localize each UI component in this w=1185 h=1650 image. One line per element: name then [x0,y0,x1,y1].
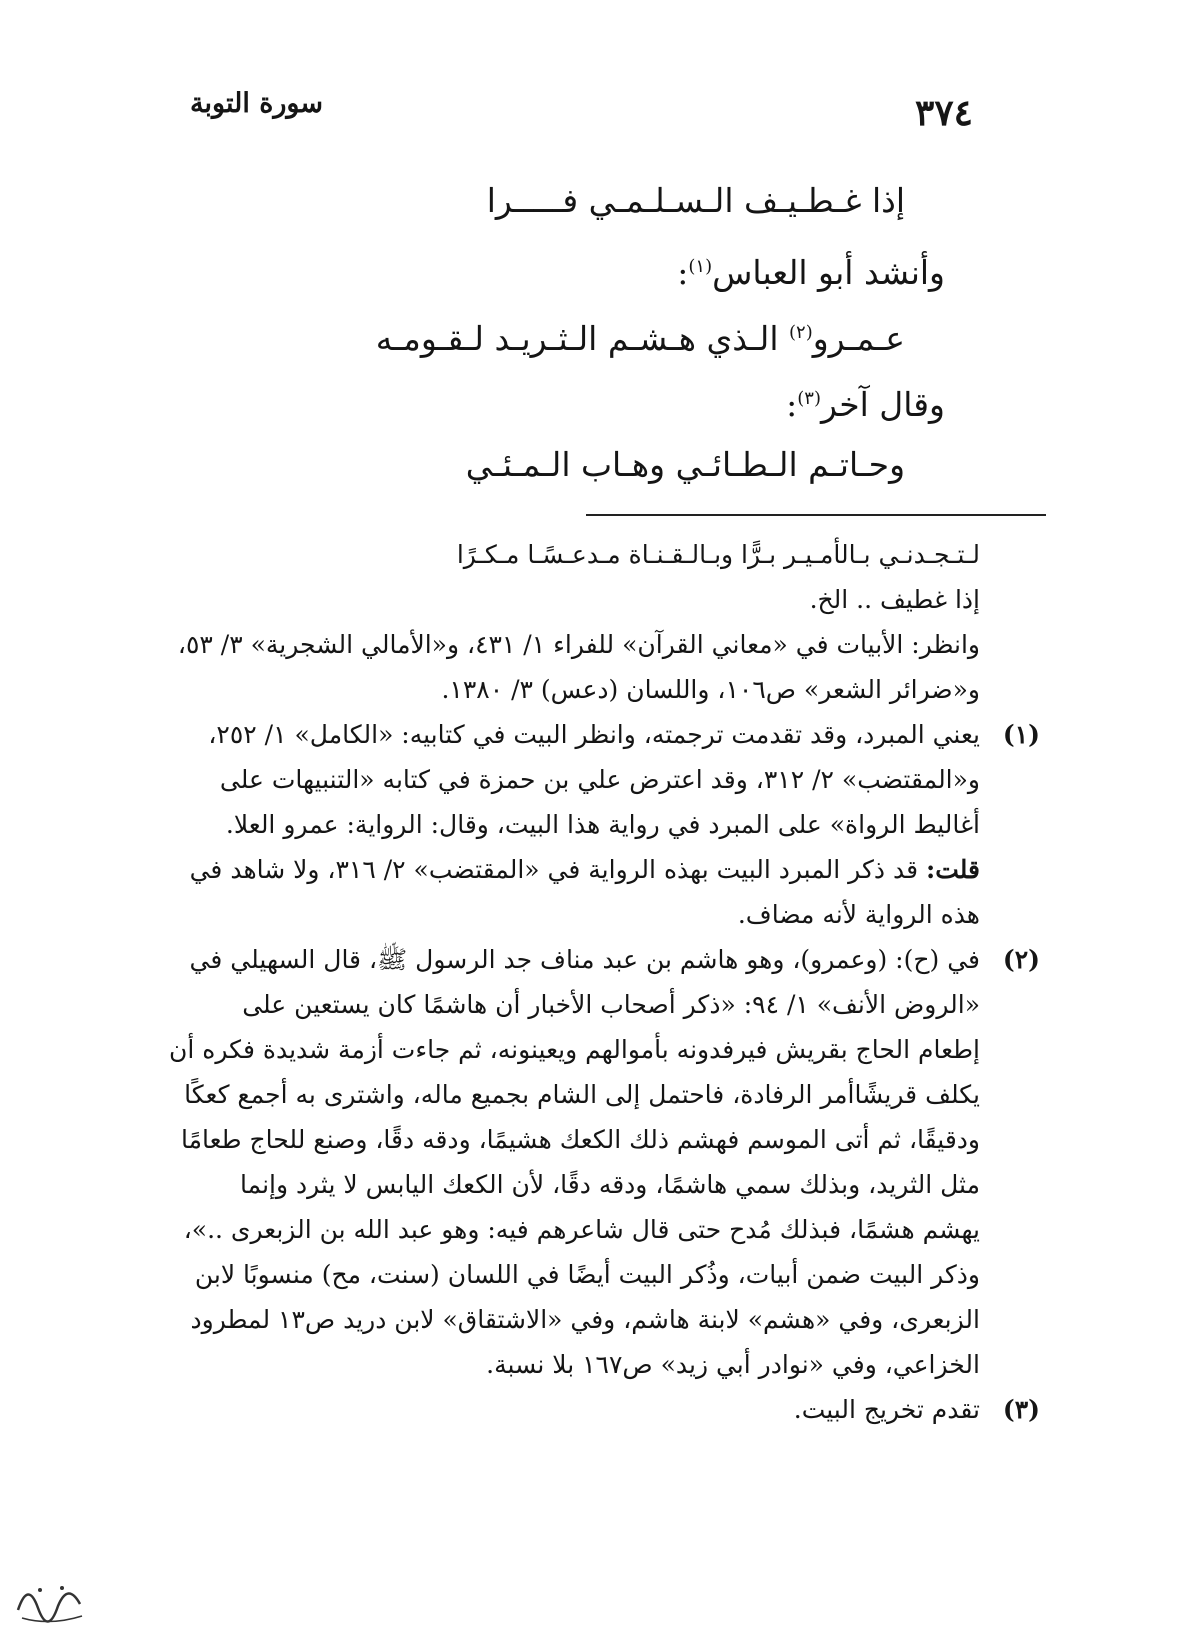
page-number: ٣٧٤ [914,92,973,134]
prose-line: وقال آخر$^{(٣)}$: [786,385,945,424]
footnote-line: وذكر البيت ضمن أبيات، وذُكر البيت أيضًا في اللسان (سنت، مح) منسوبًا لابن [194,1260,980,1289]
footnote-number: (٢) [1002,945,1040,974]
footnote-line: و«المقتضب» ٢/ ٣١٢، وقد اعترض علي بن حمزة في كتابه «التنبيهات على [219,765,980,794]
verse-line: إذا غـطـيـف الـسـلـمـي فـــــرا [486,181,905,220]
footnote-line: وانظر: الأبيات في «معاني القرآن» للفراء ١/ ٤٣١، و«الأمالي الشجرية» ٣/ ٥٣، [177,630,980,659]
footnote-separator [586,514,1046,516]
footnote-line: (١)يعني المبرد، وقد تقدمت ترجمته، وانظر البيت في كتابيه: «الكامل» ١/ ٢٥٢، [135,712,1040,757]
footnote-number: (١) [1002,720,1040,749]
footnote-line: الخزاعي، وفي «نوادر أبي زيد» ص١٦٧ بلا نسبة. [486,1350,980,1379]
verse-line: عـمـرو$^{(٢)}$ الـذي هـشـم الـثـريـد لـقـومـه [375,319,905,358]
footnote-ref[interactable]: (١) [688,256,713,277]
footnote-line: إطعام الحاج بقريش فيرفدونه بأموالهم ويعينونه، ثم جاءت أزمة شديدة فكره أن [169,1035,980,1064]
footnote-line: «الروض الأنف» ١/ ٩٤: «ذكر أصحاب الأخبار أن هاشمًا كان يستعين على [242,990,980,1019]
verse-line: وحـاتـم الـطـائـي وهـاب الـمـئـي [465,445,905,484]
footnotes [135,532,1040,1432]
footnote-line: أغاليط الرواة» على المبرد في رواية هذا البيت، وقال: الرواية: عمرو العلا. [225,810,980,839]
footnote-verse: لـتـجـدنـي بـالأمـيـر بـرًّا وبـالـقـنـاة مـدعـسًـا مـكـرًا [456,540,980,569]
calligraphy-watermark-icon [10,1570,90,1630]
prose-line: وأنشد أبو العباس$^{(١)}$: [677,253,945,292]
footnote-ref[interactable]: (٢) [789,322,813,343]
footnote-line: (٣)تقدم تخريج البيت. [135,1387,1040,1432]
footnote-line: هذه الرواية لأنه مضاف. [737,900,980,929]
footnote-line: و«ضرائر الشعر» ص١٠٦، واللسان (دعس) ٣/ ١٣٨٠. [441,675,980,704]
footnote-line: الزبعرى، وفي «هشم» لابنة هاشم، وفي «الاشتقاق» لابن دريد ص١٣ لمطرود [190,1305,980,1334]
footnote-line: مثل الثريد، وبذلك سمي هاشمًا، ودقه دقًا، لأن الكعك اليابس لا يثرد وإنما [240,1170,980,1199]
footnote-line: يكلف قريشًاأمر الرفادة، فاحتمل إلى الشام بجميع ماله، واشترى به أجمع كعكًا [184,1080,980,1109]
footnote-number: (٣) [1002,1395,1040,1424]
footnote-line: ودقيقًا، ثم أتى الموسم فهشم ذلك الكعك هشيمًا، ودقه دقًا، وصنع للحاج طعامًا [181,1125,980,1154]
footnote-line: إذا غطيف .. الخ. [809,585,980,614]
footnote-ref[interactable]: (٣) [797,388,821,409]
footnote-line: قلت: قد ذكر المبرد البيت بهذه الرواية في «المقتضب» ٢/ ٣١٦، ولا شاهد في [189,855,980,884]
footnote-line: يهشم هشمًا، فبذلك مُدح حتى قال شاعرهم فيه: وهو عبد الله بن الزبعرى ..»، [183,1215,980,1244]
running-title: سورة التوبة [190,88,323,119]
main-text [150,168,945,498]
footnote-line: (٢)في (ح): (وعمرو)، وهو هاشم بن عبد مناف جد الرسول ﷺ، قال السهيلي في [135,937,1040,982]
qult-label: قلت: [925,855,980,884]
